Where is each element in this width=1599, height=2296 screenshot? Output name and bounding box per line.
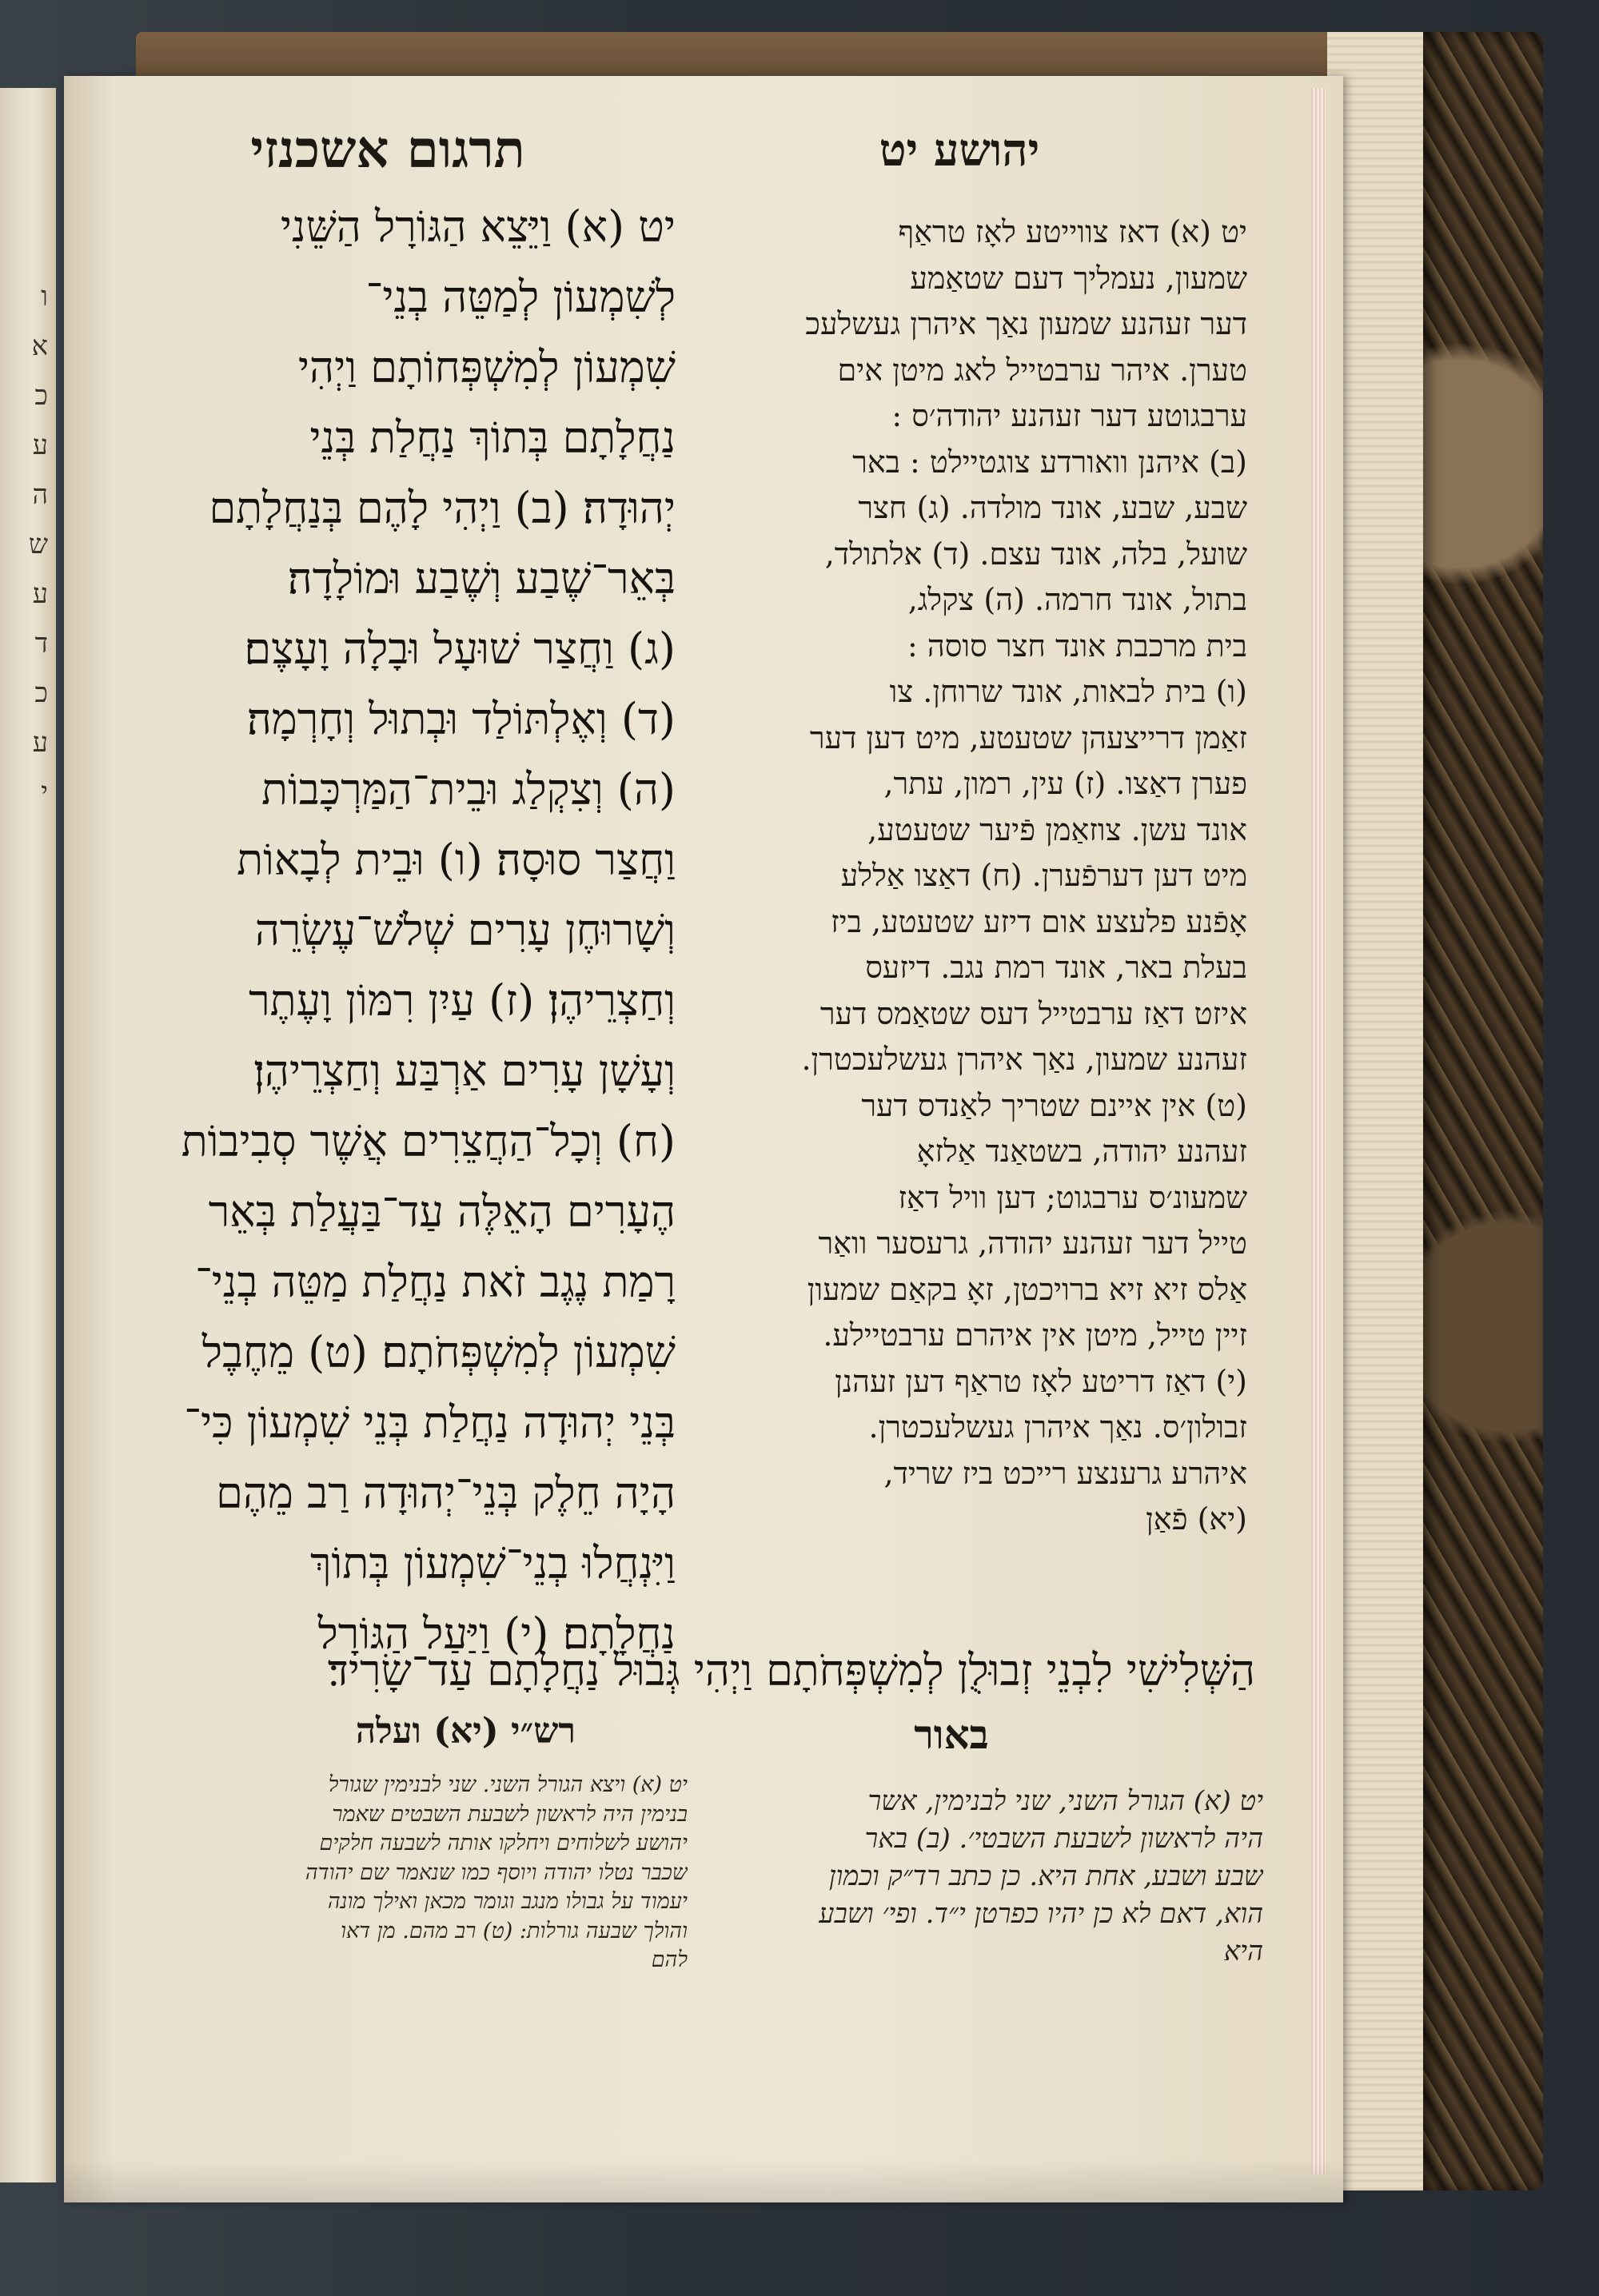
beur-text-line: היה לראשון לשבעת השבטי׳. (ב) באר: [864, 1823, 1263, 1855]
facing-page-fragment: כ: [34, 380, 48, 412]
marbled-book-cover: [1423, 32, 1543, 2190]
hebrew-text-line: (ג) וַחֲצַר שׁוּעָל וּבָלָה וָעָצֶם׃: [244, 624, 676, 674]
translation-text-line: איזט דאַז ערבטייל דעס שטאַמס דער: [819, 995, 1247, 1031]
hebrew-text-line: וַחֲצַר סוּסָה׃ (ו) וּבֵית לְבָאוֹת: [237, 835, 676, 885]
facing-page-fragment: י: [41, 776, 48, 808]
hebrew-text-line: (ח) וְכָל־הַחֲצֵרִים אֲשֶׁר סְבִיבוֹת: [181, 1116, 676, 1166]
page-red-edge: [1311, 88, 1326, 2174]
hebrew-text-line: יְהוּדָה׃ (ב) וַיְהִי לָהֶם בְּנַחֲלָתָם: [209, 483, 676, 533]
translation-text-line: ערבגוטע דער זעהנע יהודה׳ס :: [891, 398, 1247, 433]
rashi-text-line: והולך שבעה גורלות: (ט) רב מהם. מן דאו: [341, 1918, 688, 1943]
facing-page-fragment: ע: [32, 578, 48, 610]
hebrew-text-column: [96, 192, 676, 1669]
translation-text-line: (ט) אין איינם שטריך לאַנדס דער: [861, 1087, 1247, 1123]
translation-text-line: שמעונ׳ס ערבגוט; דען וויל דאַז: [898, 1179, 1247, 1215]
rashi-text-line: להם: [651, 1947, 688, 1972]
translation-text-line: איהרע גרענצע רייכט ביז שריד,: [883, 1455, 1247, 1491]
translation-text-line: זיין טייל, מיטן אין איהרם ערבטיילע.: [823, 1317, 1247, 1353]
beur-text-line: יט (א) הגורל השני, שני לבנימין, אשר: [867, 1785, 1263, 1817]
hebrew-text-line: שִׁמְעוֹן לְמִשְׁפְּחוֹתָם וַיְהִי: [297, 342, 676, 393]
page-bottom-shadow: [64, 2158, 1343, 2202]
translation-text-line: פערן דאַצו. (ז) עין, רמון, עתר,: [883, 766, 1247, 801]
rashi-text-line: יעמוד על גבולו מנגב וגומר מכאן ואילך מונה: [327, 1889, 688, 1914]
rashi-text-line: יט (א) ויצא הגורל השני. שני לבנימין שגורל: [328, 1772, 688, 1797]
translation-text-line: שמעון, נעמליך דעם שטאַמע: [910, 260, 1247, 296]
hebrew-text-line: נַחֲלָתָם בְּתוֹךְ נַחֲלַת בְּנֵי: [309, 413, 676, 463]
translation-text-line: זעהנע שמעון, נאַך איהרן געשלעכטרן.: [801, 1042, 1247, 1077]
hebrew-text-line: וְעָשָׁן עָרִים אַרְבַּע וְחַצְרֵיהֶן׃: [253, 1046, 676, 1096]
facing-page-fragments: [0, 272, 48, 2031]
translation-text-line: זעהנע יהודה, בשטאַנד אַלזאָ: [916, 1134, 1247, 1169]
running-title-book: יהושע יט: [879, 124, 1040, 177]
translation-text-line: דער זעהנע שמעון נאַך איהרן געשלעכ: [805, 306, 1247, 341]
beur-text-line: הוא, דאם לא כן יהיו כפרטן י״ד. ופי׳ ושבע: [819, 1898, 1263, 1930]
hebrew-text-line: וְחַצְרֵיהֶן׃ (ז) עַיִן רִמּוֹן וָעֶתֶר: [249, 975, 676, 1026]
beur-text-line: היא: [1223, 1935, 1263, 1967]
translation-text-line: בתול, אונד חרמה. (ה) צקלג,: [907, 582, 1247, 617]
facing-page-fragment: כ: [34, 677, 48, 709]
translation-text-line: טייל דער זעהנע יהודה, גרעסער וואַר: [818, 1226, 1247, 1261]
translation-text-line: (ב) איהנן וואורדע צוגטיילט : באר: [852, 444, 1247, 480]
translation-text-line: (יא) פֿאַן: [1146, 1501, 1247, 1537]
hebrew-text-line: הֶעָרִים הָאֵלֶּה עַד־בַּעֲלַת בְּאֵר: [208, 1186, 676, 1237]
hebrew-text-line: וַיִּנְחֲלוּ בְנֵי־שִׁמְעוֹן בְּתוֹךְ: [310, 1538, 676, 1588]
hebrew-text-line: בְּאֵר־שֶׁבַע וְשֶׁבַע וּמוֹלָדָה׃: [287, 553, 676, 604]
translation-text-line: זאַמן דרייצעהן שטעטע, מיט דען דער: [809, 719, 1247, 755]
translation-text-line: (י) דאַז דריטע לאָז טראַף דען זעהנן: [835, 1363, 1247, 1399]
translation-text-column: [704, 209, 1247, 1543]
facing-page-fragment: א: [31, 330, 48, 362]
hebrew-text-line: וְשָׁרוּחֶן עָרִים שְׁלֹשׁ־עֶשְׂרֵה: [254, 905, 676, 955]
beur-text-line: שבע ושבע, אחת היא. כן כתב רד״ק וכמון: [828, 1860, 1263, 1892]
rashi-text-line: יהושע לשלוחים ויחלקו אותה לשבעה חלקים: [319, 1831, 688, 1856]
rashi-heading: רש״י (יא) ועלה: [355, 1711, 576, 1752]
rashi-commentary: [96, 1771, 688, 1975]
beur-heading: באור: [914, 1711, 989, 1758]
rashi-text-line: שכבר נטלו יהודה ויוסף כמו שנאמר שם יהודה: [305, 1860, 688, 1885]
facing-page-fragment: ש: [28, 528, 48, 560]
hebrew-text-line: (ה) וְצִקְלַג וּבֵית־הַמַּרְכָּבוֹת: [261, 764, 676, 815]
hebrew-text-line: הָיָה חֵלֶק בְּנֵי־יְהוּדָה רַב מֵהֶם: [216, 1468, 676, 1518]
translation-text-line: יט (א) דאז צווייטע לאָז טראַף: [898, 214, 1247, 249]
translation-text-line: מיט דען דערפֿערן. (ח) דאַצו אַללע: [840, 858, 1247, 893]
translation-text-line: אונד עשן. צוזאַמן פֿיער שטעטע,: [867, 811, 1247, 847]
facing-page-fragment: ע: [32, 727, 48, 759]
translation-text-line: שבע, שבע, אונד מולדה. (ג) חצר: [858, 490, 1247, 525]
facing-page-fragment: ה: [32, 479, 48, 511]
facing-page-fragment: ו: [41, 281, 48, 313]
hebrew-full-width-line: הַשְּׁלִישִׁי לִבְנֵי זְבוּלֻן לְמִשְׁפְּחֹתָם וַיְהִי גְּבוּל נַחֲלָתָם עַד־שָׂרִיד׃: [327, 1645, 1255, 1696]
hebrew-text-line: לְשִׁמְעוֹן לְמַטֵּה בְנֵי־: [365, 272, 676, 322]
hebrew-text-line: (ד) וְאֶלְתּוֹלַד וּבְתוּל וְחָרְמָה׃: [246, 694, 676, 744]
hebrew-text-line: יט (א) וַיֵּצֵא הַגּוֹרָל הַשֵּׁנִי: [280, 201, 676, 252]
translation-text-line: זבולון׳ס. נאַך איהרן געשלעכטרן.: [868, 1409, 1247, 1445]
rashi-text-line: בנימין היה לראשון לשבעת השבטים שאמר: [332, 1801, 688, 1827]
hebrew-text-line: שִׁמְעוֹן לְמִשְׁפְּחֹתָם׃ (ט) מֵחֶבֶל: [201, 1327, 676, 1377]
translation-text-line: (ו) בית לבאות, אונד שרוחן. צו: [889, 674, 1247, 709]
hebrew-text-line: רָמַת נֶגֶב זֹאת נַחֲלַת מַטֵּה בְנֵי־: [195, 1257, 676, 1307]
translation-text-line: שועל, בלה, אונד עצם. (ד) אלתולד,: [824, 536, 1247, 572]
facing-page-fragment: ד: [34, 628, 48, 660]
beur-commentary: [688, 1783, 1263, 1971]
facing-page-edge: [0, 88, 56, 2182]
translation-text-line: בית מרכבת אונד חצר סוסה :: [907, 628, 1247, 664]
hebrew-text-line: בְּנֵי יְהוּדָה נַחֲלַת בְּנֵי שִׁמְעוֹן כִּי־: [184, 1397, 676, 1448]
translation-text-line: בעלת באר, אונד רמת נגב. דיזעס: [865, 950, 1247, 985]
hebrew-text-line: נַחֲלָתָם׃ (י) וַיַּעַל הַגּוֹרָל: [317, 1608, 676, 1659]
translation-text-line: טערן. איהר ערבטייל לאג מיטן אים: [837, 352, 1247, 388]
translation-text-line: אַלס זיא זיא ברויכטן, זאָ בקאַם שמעון: [807, 1271, 1247, 1307]
running-title-translation: תרגום אשכנזי: [250, 120, 525, 180]
translation-text-line: אָפֿנע פלעצע אום דיזע שטעטע, ביז: [831, 903, 1247, 939]
facing-page-fragment: ע: [32, 429, 48, 461]
